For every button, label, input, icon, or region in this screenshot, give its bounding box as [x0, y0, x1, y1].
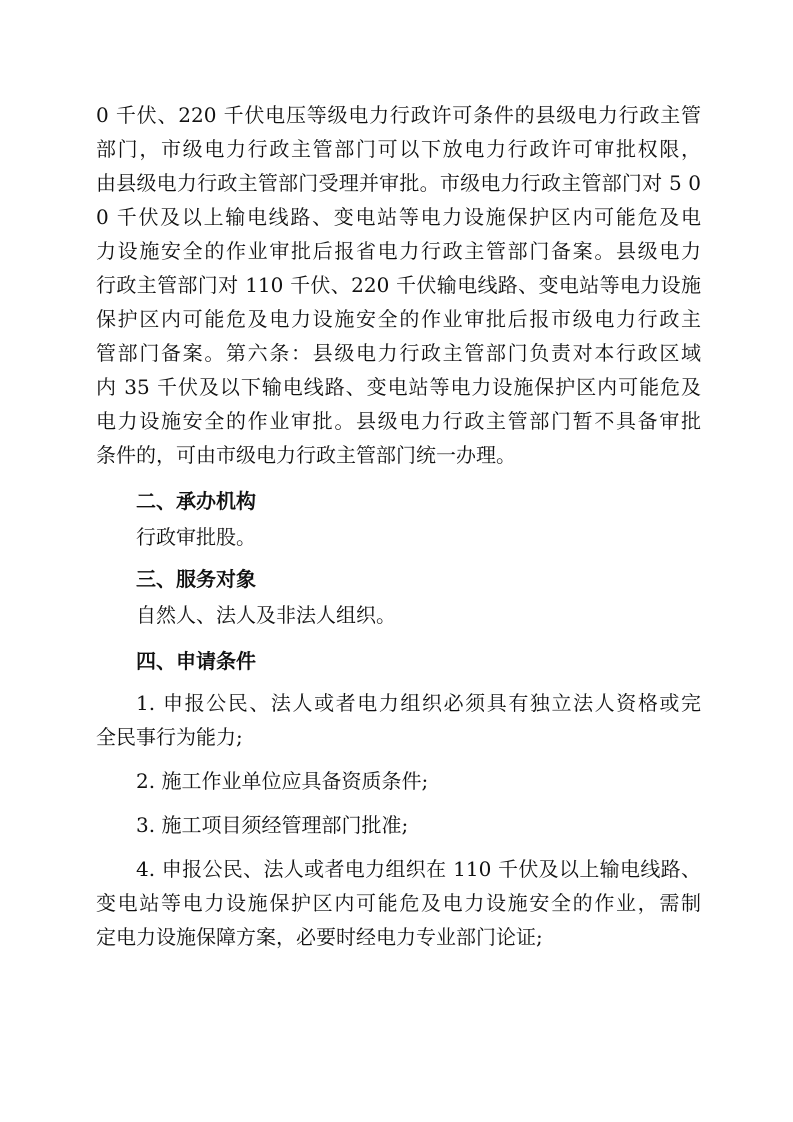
text-line: 1. 申报公民、法人或者电力组织必须具有独立法人资格或完 — [136, 691, 701, 715]
text-line: 0 千伏、220 千伏电压等级电力行政许可条件的县级电力行政主管 — [96, 103, 701, 127]
text-line: 4. 申报公民、法人或者电力组织在 110 千伏及以上输电线路、 — [136, 857, 701, 881]
document-body — [96, 98, 701, 954]
text-line: 由县级电力行政主管部门受理并审批。市级电力行政主管部门对 5 0 — [96, 171, 701, 195]
text-line: 力设施安全的作业审批后报省电力行政主管部门备案。县级电力 — [96, 239, 701, 263]
condition-item-2: 2. 施工作业单位应具备资质条件; — [136, 769, 429, 793]
condition-item-4 — [96, 852, 701, 954]
text-line: 电力设施安全的作业审批。县级电力行政主管部门暂不具备审批 — [96, 409, 701, 433]
text-line: 管部门备案。第六条：县级电力行政主管部门负责对本行政区域 — [96, 341, 701, 365]
service-target-text: 自然人、法人及非法人组织。 — [136, 603, 396, 627]
text-line: 保护区内可能危及电力设施安全的作业审批后报市级电力行政主 — [96, 307, 701, 331]
text-line: 行政主管部门对 110 千伏、220 千伏输电线路、变电站等电力设施 — [96, 273, 701, 297]
text-line: 内 35 千伏及以下输电线路、变电站等电力设施保护区内可能危及 — [96, 375, 701, 399]
text-line: 定电力设施保障方案，必要时经电力专业部门论证; — [96, 925, 543, 949]
text-line: 0 千伏及以上输电线路、变电站等电力设施保护区内可能危及电 — [96, 205, 701, 229]
agency-text: 行政审批股。 — [136, 525, 256, 549]
intro-paragraph — [96, 98, 701, 472]
section-heading-agency: 二、承办机构 — [136, 489, 256, 513]
condition-item-1 — [96, 686, 701, 754]
text-line: 全民事行为能力; — [96, 725, 243, 749]
section-heading-service-target: 三、服务对象 — [136, 567, 256, 591]
condition-item-3: 3. 施工项目须经管理部门批准; — [136, 813, 409, 837]
section-heading-conditions: 四、申请条件 — [136, 649, 256, 673]
text-line: 条件的，可由市级电力行政主管部门统一办理。 — [96, 443, 516, 467]
text-line: 部门，市级电力行政主管部门可以下放电力行政许可审批权限， — [96, 137, 701, 161]
text-line: 变电站等电力设施保护区内可能危及电力设施安全的作业，需制 — [96, 891, 701, 915]
